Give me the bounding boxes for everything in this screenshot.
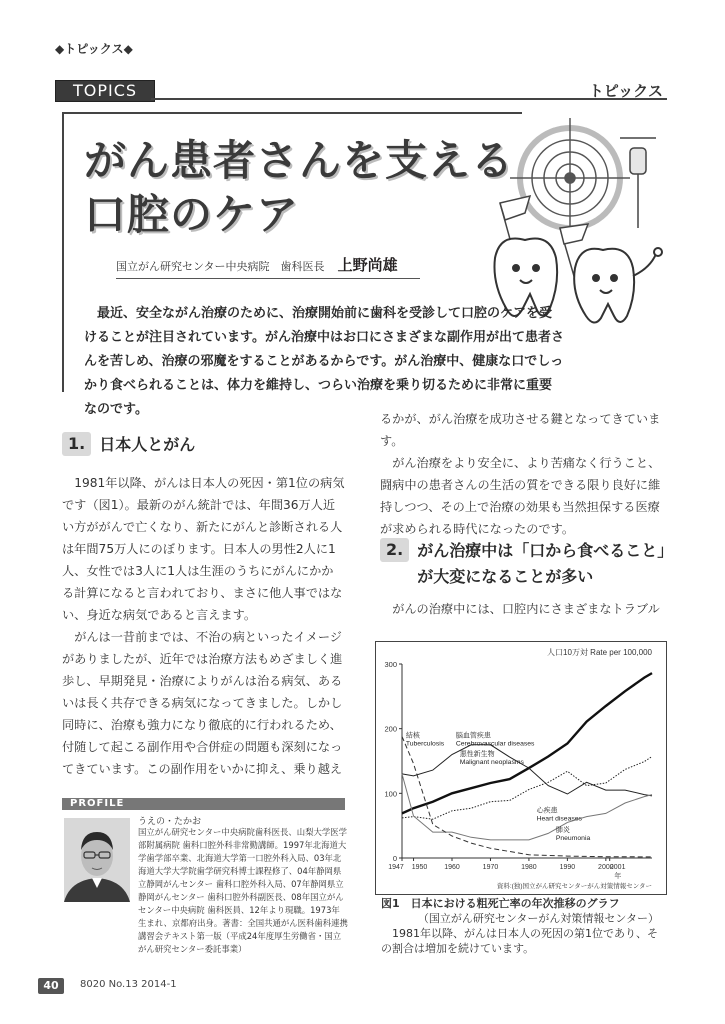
section1-paragraph-1: 1981年以降、がんは日本人の死因・第1位の病気です（図1）。最新のがん統計では、年間36万人近い方ががんで亡くなり、新たにがんと診断される人は年間75万人にのぼります。日本人の男性2人に1人、女性では3人に1人は生涯のうちにがんにかかる計算になると言われており、まさに他人事ではない、身近な病気であると言えます。	[62, 476, 345, 622]
series-label-jp: 結核	[405, 732, 420, 740]
right-column-paragraph-2: がん治療をより安全に、より苦痛なく行うこと、闘病中の患者さんの生活の質をできる限り良好に維持しつつ、その上で治療の効果も当然担保する医療が求められる時代になったのです。	[380, 456, 661, 536]
series-label-jp: 心疾患	[536, 807, 558, 815]
section1-number: 1.	[62, 432, 91, 456]
y-tick-label: 300	[384, 660, 397, 669]
topics-label-jp: トピックス	[588, 82, 663, 100]
right-column-body	[380, 408, 668, 540]
y-tick-label: 0	[392, 854, 397, 863]
x-tick-label: 1960	[444, 864, 460, 871]
section2-body	[380, 598, 668, 620]
figure-caption	[381, 896, 671, 956]
series-label-en: Malignant neoplasms	[459, 758, 524, 766]
profile-bio: 国立がん研究センター中央病院歯科医長、山梨大学医学部附属病院 歯科口腔外科非常勤講師。1997年北海道大学歯学部卒業、北海道大学第一口腔外科入局、03年北海道大学大学院歯学研究科博士課程修了、04年静岡県立静岡がんセンター 歯科口腔外科入局、07年静岡県立静岡がんセンター 歯科口腔外科副医長、08年国立がんセンター中央病院 歯科医員、12年より現職。1973年生まれ、京都府出身。著書：全国共通がん医科歯科連携講習会テキスト第一版（平成24年度厚生労働省・国立がん研究センター委託事業）	[138, 827, 348, 954]
x-tick-label: 1990	[559, 864, 576, 871]
author-photo	[64, 818, 130, 902]
series-label-en: Pneumonia	[555, 835, 591, 843]
figure-caption-title: 図1 日本における粗死亡率の年次推移のグラフ	[381, 897, 620, 910]
topics-bar	[55, 80, 667, 102]
topics-label: TOPICS	[55, 80, 155, 102]
section2-number: 2.	[380, 538, 409, 562]
mortality-chart	[376, 642, 666, 894]
section-tag: ◆トピックス◆	[55, 42, 133, 56]
series-label-jp: 肺炎	[555, 827, 570, 835]
chart-unit-label: 人口10万対 Rate per 100,000	[547, 648, 652, 657]
left-column-body	[62, 472, 345, 780]
section2-title: がん治療中は「口から食べること」が大変になることが多い	[417, 541, 666, 586]
lead-paragraph	[84, 302, 564, 422]
profile-label: PROFILE	[62, 798, 345, 810]
tooth-character-right	[574, 248, 662, 323]
y-tick-label: 200	[384, 724, 397, 734]
x-tick-label: 2001	[609, 864, 626, 871]
series-line-2	[402, 757, 652, 820]
series-label-en: Tuberculosis	[405, 740, 445, 748]
iv-drip-icon	[620, 138, 656, 228]
chart-source-label: 資料:(独)国立がん研究センターがん対策情報センター	[496, 883, 652, 890]
section1-title: 日本人とがん	[99, 435, 196, 454]
section2-paragraph-1: がんの治療中には、口腔内にさまざまなトラブル	[392, 602, 660, 616]
series-label-jp: 悪性新生物	[459, 750, 495, 758]
y-tick-label: 100	[384, 789, 397, 799]
author-line	[116, 254, 420, 279]
section1-heading	[62, 432, 345, 458]
author-name: 上野尚雄	[337, 256, 398, 274]
section2-heading	[380, 538, 668, 590]
series-label-jp: 脳血管疾患	[455, 732, 491, 740]
author-affiliation: 国立がん研究センター中央病院 歯科医長	[116, 260, 325, 273]
section1-paragraph-2: がんは一昔前までは、不治の病といったイメージがありましたが、近年では治療方法もめざましく進歩し、早期発見・治療によりがんは治る病気、あるいは長く共存できる病気になってきました。しかし同時に、治療も強力になり徹底的に行われるため、付随して起こる副作用や合併症の問題も深刻になってきています。この副作用をいかに抑え、乗り越え	[62, 630, 343, 776]
x-tick-label: 1970	[482, 864, 499, 871]
series-line-4	[402, 736, 652, 857]
figure-caption-text: 1981年以降、がんは日本人の死因の第1位であり、その割合は増加を続けています。	[381, 927, 658, 955]
author-portrait-icon	[64, 818, 130, 902]
article-title	[84, 134, 514, 242]
series-label-en: Cerebrovascular diseases	[455, 740, 535, 748]
x-tick-label: 1980	[521, 864, 537, 871]
x-axis-label: 年	[614, 873, 622, 880]
profile-name-kana: うえの・たかお	[138, 817, 202, 827]
right-column-paragraph-1: るかが、がん治療を成功させる鍵となってきています。	[380, 412, 661, 448]
mortality-chart-frame	[375, 641, 667, 895]
lead-text: 最近、安全ながん治療のために、治療開始前に歯科を受診して口腔のケアを受けることが注目されています。がん治療中はお口にさまざまな副作用が出て患者さんを苦しめ、治療の邪魔をすることがあるからです。がん治療中、健康な口でしっかり食べられることは、体力を維持し、つらい治療を乗り切るために非常に重要なのです。	[84, 306, 564, 417]
figure-caption-source: （国立がん研究センターがん対策情報センター）	[417, 912, 659, 925]
x-tick-label: 2000	[598, 864, 614, 871]
profile-box	[62, 798, 348, 961]
x-tick-label: 1947	[388, 864, 404, 871]
series-label-en: Heart diseases	[536, 815, 582, 823]
x-tick-label: 1950	[411, 864, 428, 871]
frame-left-rule	[62, 112, 64, 392]
series-line-3	[402, 774, 652, 843]
frame-top-rule	[62, 112, 522, 114]
publication-info: 8020 No.13 2014-1	[80, 979, 177, 990]
page-number: 40	[38, 978, 64, 994]
title-line-2: 口腔のケア	[84, 190, 300, 239]
target-icon	[510, 118, 630, 238]
title-line-1: がん患者さんを支える	[84, 136, 515, 185]
teeth-illustration	[470, 118, 680, 328]
